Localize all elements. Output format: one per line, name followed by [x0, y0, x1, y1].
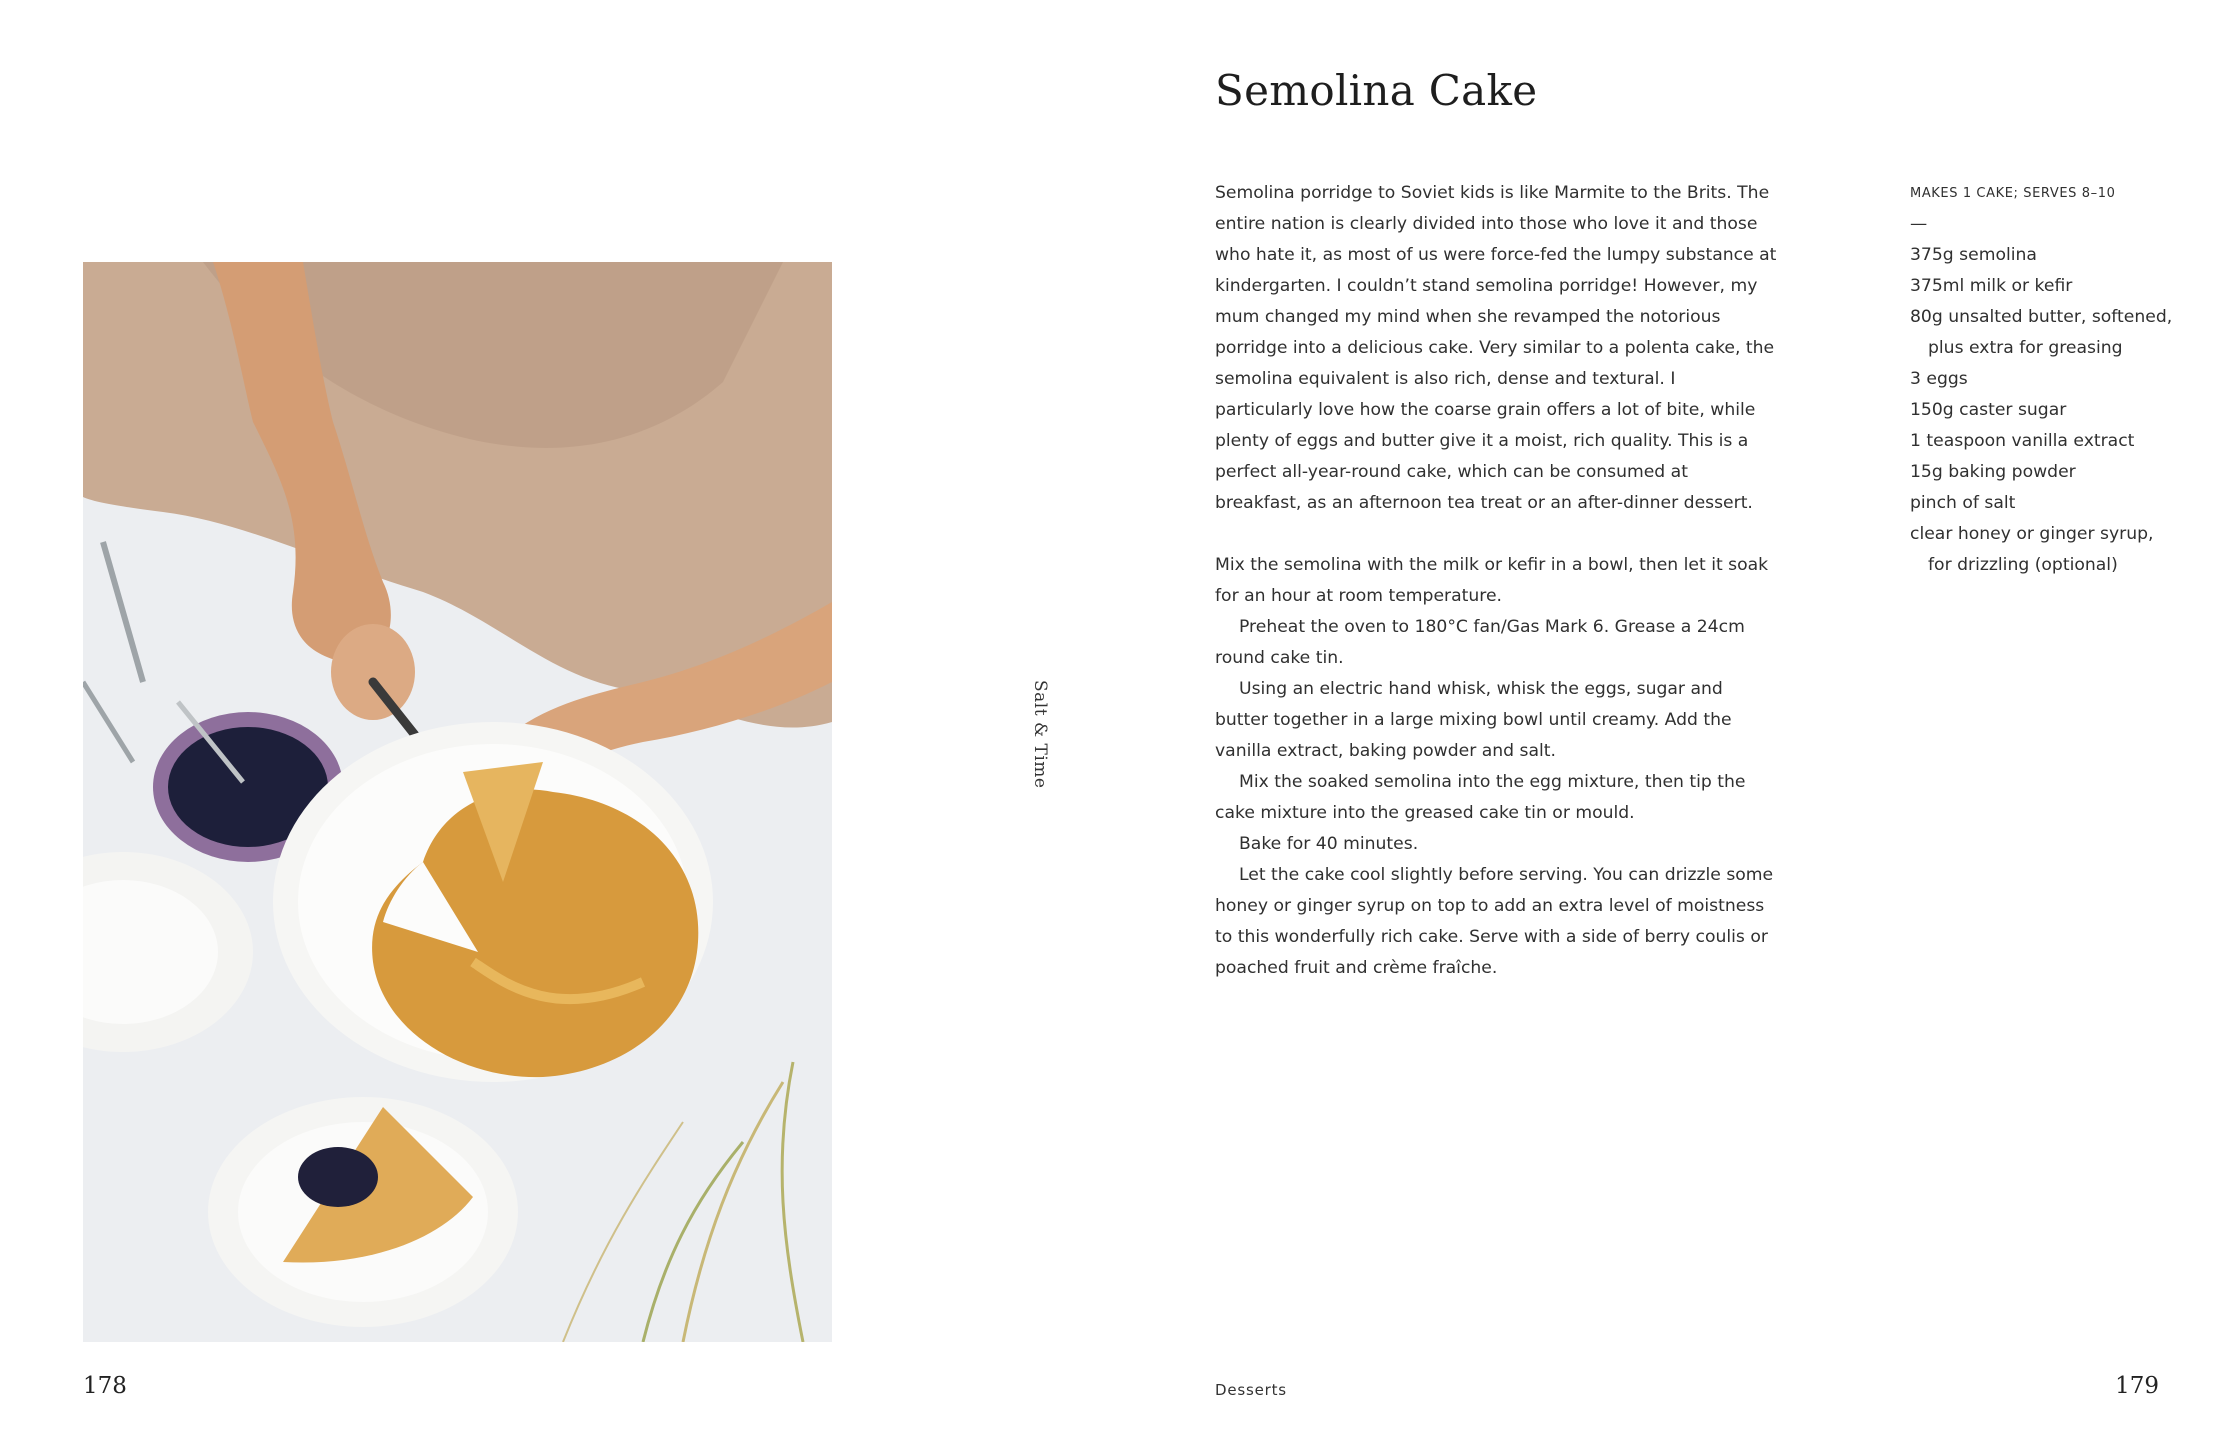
ingredient-line: clear honey or ginger syrup, [1910, 524, 2154, 544]
recipe-photo [83, 262, 832, 1342]
ingredient-item: 375g semolina [1910, 245, 2037, 265]
recipe-intro: Semolina porridge to Soviet kids is like Marmite to the Brits. The entire nation is clearly divided into those who love it and those who hate it, as most of us were force-fed the lumpy substance at kindergarten. I couldn’t stand semolina porridge! However, my mum changed my mind when she revamped the notorious porridge into a delicious cake. Very similar to a polenta cake, the semolina equivalent is also rich, dense and textural. I particularly love how the coarse grain offers a lot of bite, while plenty of eggs and butter give it a moist, rich quality. This is a perfect all-year-round cake, which can be consumed at breakfast, as an afternoon tea treat or an after-dinner dessert. [1215, 183, 1777, 513]
left-page-number: 178 [83, 1373, 127, 1399]
ingredient-list [1910, 240, 2210, 581]
section-name: Desserts [1215, 1381, 1287, 1399]
ingredient-item: 375ml milk or kefir [1910, 276, 2073, 296]
right-page-number: 179 [2115, 1373, 2159, 1399]
ingredient-item [1910, 519, 2210, 581]
ingredient-line: 80g unsalted butter, softened, [1910, 307, 2173, 327]
recipe-title: Semolina Cake [1215, 66, 1538, 115]
method-step: Mix the semolina with the milk or kefir in a bowl, then let it soak for an hour at room temperature. [1215, 555, 1769, 606]
ingredient-item [1910, 302, 2210, 364]
method-step: Bake for 40 minutes. [1239, 834, 1419, 854]
method-step: Using an electric hand whisk, whisk the eggs, sugar and butter together in a large mixing bowl until creamy. Add the vanilla extract, baking powder and salt. [1215, 679, 1732, 761]
ingredient-continuation: for drizzling (optional) [1928, 555, 2118, 575]
ingredient-item: 1 teaspoon vanilla extract [1910, 431, 2135, 451]
ingredients-panel [1910, 178, 2210, 581]
picnic-cake-illustration [83, 262, 832, 1342]
ingredient-item: 15g baking powder [1910, 462, 2076, 482]
recipe-yield: MAKES 1 CAKE; SERVES 8–10 [1910, 186, 2116, 201]
ingredient-continuation: plus extra for greasing [1928, 338, 2123, 358]
recipe-method [1215, 550, 1777, 984]
ingredient-item: pinch of salt [1910, 493, 2016, 513]
recipe-body [1215, 178, 1777, 984]
method-step: Preheat the oven to 180°C fan/Gas Mark 6. Grease a 24cm round cake tin. [1215, 617, 1745, 668]
ingredient-item: 3 eggs [1910, 369, 1968, 389]
method-step: Let the cake cool slightly before serving. You can drizzle some honey or ginger syrup on top to add an extra level of moistness to this wonderfully rich cake. Serve with a side of berry coulis or poached fruit and crème fraîche. [1215, 865, 1774, 978]
running-head: Salt & Time [1030, 680, 1050, 789]
yield-divider: — [1910, 214, 1928, 234]
ingredient-item: 150g caster sugar [1910, 400, 2067, 420]
method-step: Mix the soaked semolina into the egg mixture, then tip the cake mixture into the greased cake tin or mould. [1215, 772, 1746, 823]
